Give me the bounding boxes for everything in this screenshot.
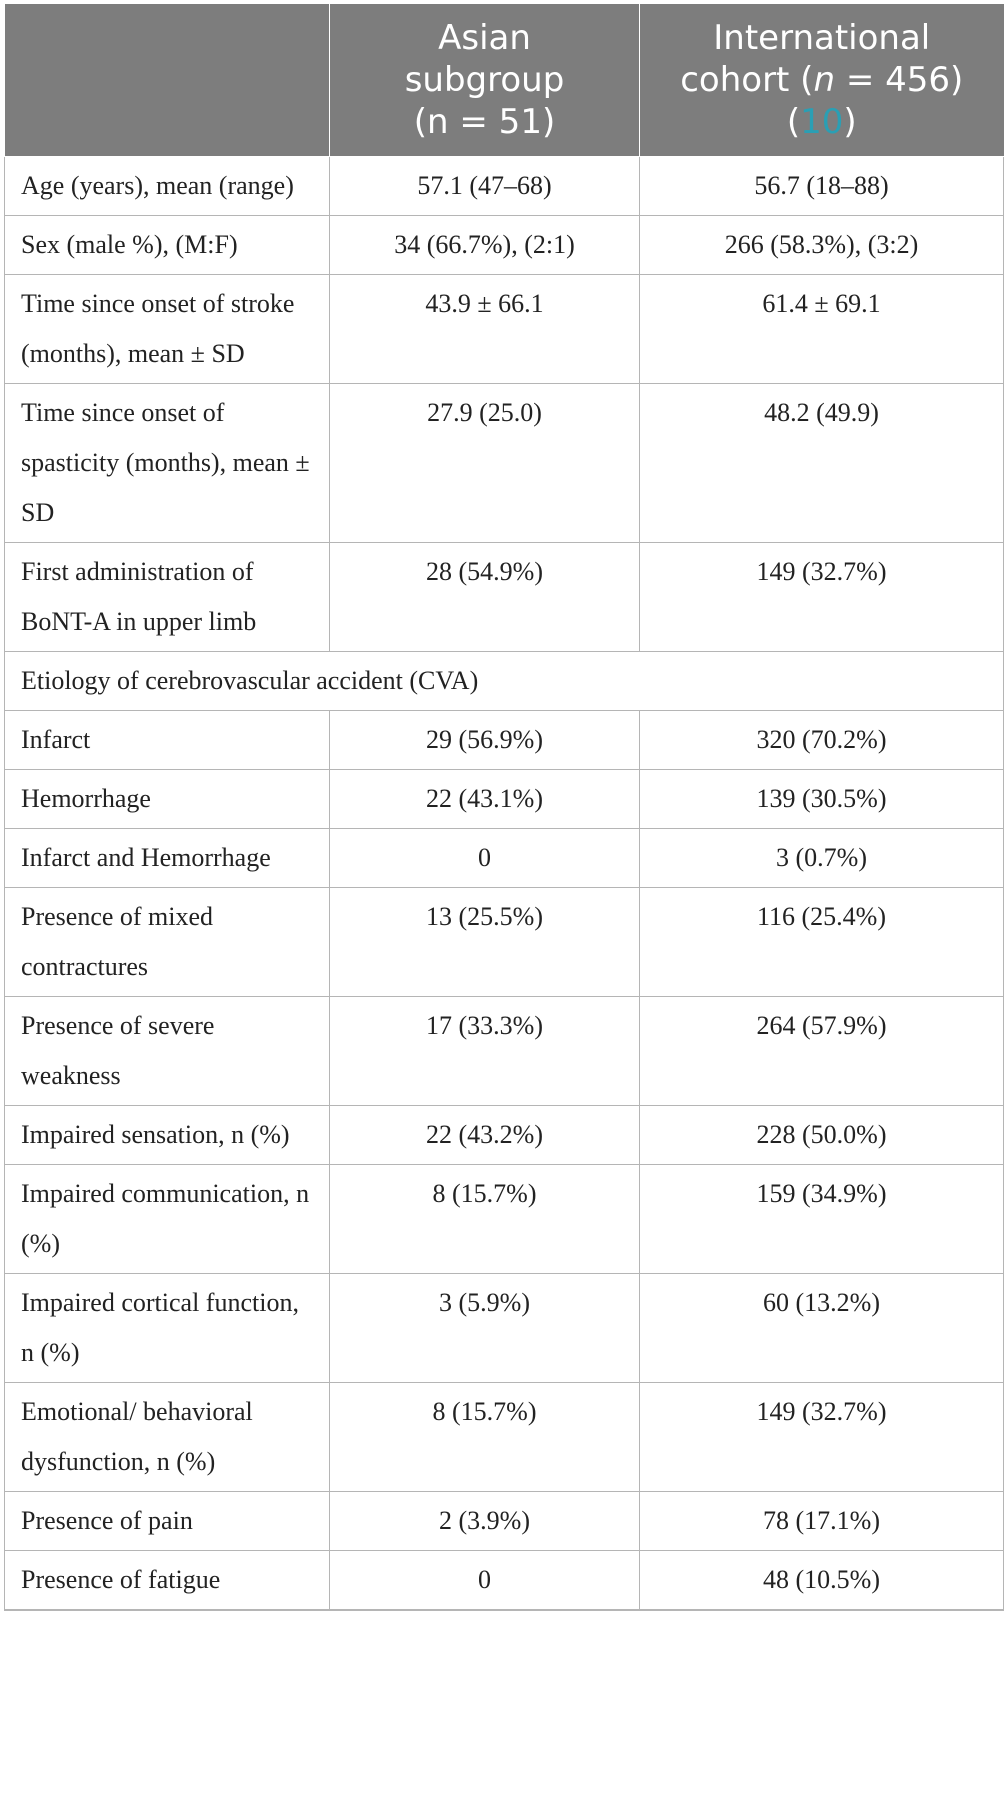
header-asian-line3: (n = 51) bbox=[413, 102, 556, 142]
asian-value-cell: 8 (15.7%) bbox=[330, 1383, 640, 1492]
asian-value-cell: 0 bbox=[330, 1551, 640, 1611]
asian-value-cell: 17 (33.3%) bbox=[330, 997, 640, 1106]
header-intl-n-italic: n bbox=[813, 60, 836, 100]
table-body bbox=[5, 157, 1004, 1611]
section-label: Etiology of cerebrovascular accident (CVA) bbox=[5, 652, 1004, 711]
table-row bbox=[5, 711, 1004, 770]
header-row bbox=[5, 4, 1004, 157]
table-row bbox=[5, 770, 1004, 829]
table-row bbox=[5, 888, 1004, 997]
table-row bbox=[5, 275, 1004, 384]
row-label-cell: Infarct bbox=[5, 711, 330, 770]
header-intl-open-paren: ( bbox=[786, 102, 801, 142]
international-value-cell: 60 (13.2%) bbox=[640, 1274, 1004, 1383]
row-label-cell: Infarct and Hemorrhage bbox=[5, 829, 330, 888]
asian-value-cell: 34 (66.7%), (2:1) bbox=[330, 216, 640, 275]
international-value-cell: 3 (0.7%) bbox=[640, 829, 1004, 888]
row-label-cell: Emotional/ behavioral dysfunction, n (%) bbox=[5, 1383, 330, 1492]
reference-link[interactable]: 10 bbox=[800, 102, 844, 142]
comparison-table bbox=[4, 4, 1004, 1611]
international-value-cell: 149 (32.7%) bbox=[640, 543, 1004, 652]
row-label-cell: Impaired communication, n (%) bbox=[5, 1165, 330, 1274]
header-empty-cell bbox=[5, 4, 330, 157]
row-label-cell: Impaired cortical function, n (%) bbox=[5, 1274, 330, 1383]
table-row bbox=[5, 829, 1004, 888]
row-label-cell: Impaired sensation, n (%) bbox=[5, 1106, 330, 1165]
table-row bbox=[5, 543, 1004, 652]
header-asian-line1: Asian bbox=[438, 18, 531, 58]
international-value-cell: 264 (57.9%) bbox=[640, 997, 1004, 1106]
asian-value-cell: 13 (25.5%) bbox=[330, 888, 640, 997]
international-value-cell: 320 (70.2%) bbox=[640, 711, 1004, 770]
asian-value-cell: 29 (56.9%) bbox=[330, 711, 640, 770]
row-label-cell: Age (years), mean (range) bbox=[5, 157, 330, 216]
asian-value-cell: 22 (43.1%) bbox=[330, 770, 640, 829]
asian-value-cell: 0 bbox=[330, 829, 640, 888]
row-label-cell: Presence of mixed contractures bbox=[5, 888, 330, 997]
international-value-cell: 266 (58.3%), (3:2) bbox=[640, 216, 1004, 275]
table-row bbox=[5, 1274, 1004, 1383]
international-value-cell: 48 (10.5%) bbox=[640, 1551, 1004, 1611]
table-row bbox=[5, 384, 1004, 543]
table-row bbox=[5, 216, 1004, 275]
international-value-cell: 56.7 (18–88) bbox=[640, 157, 1004, 216]
table-row bbox=[5, 1492, 1004, 1551]
table-row bbox=[5, 1551, 1004, 1611]
asian-value-cell: 57.1 (47–68) bbox=[330, 157, 640, 216]
header-asian-line2: subgroup bbox=[404, 60, 565, 100]
table-row bbox=[5, 997, 1004, 1106]
table-row bbox=[5, 1383, 1004, 1492]
asian-value-cell: 3 (5.9%) bbox=[330, 1274, 640, 1383]
asian-value-cell: 22 (43.2%) bbox=[330, 1106, 640, 1165]
header-intl-line2-pre: cohort ( bbox=[680, 60, 814, 100]
row-label-cell: Time since onset of stroke (months), mean ± SD bbox=[5, 275, 330, 384]
header-international-cohort bbox=[640, 4, 1004, 157]
header-intl-line2-post: = 456) bbox=[835, 60, 964, 100]
international-value-cell: 61.4 ± 69.1 bbox=[640, 275, 1004, 384]
asian-value-cell: 43.9 ± 66.1 bbox=[330, 275, 640, 384]
asian-value-cell: 27.9 (25.0) bbox=[330, 384, 640, 543]
header-intl-line1: International bbox=[713, 18, 931, 58]
row-label-cell: First administration of BoNT-A in upper limb bbox=[5, 543, 330, 652]
table-row bbox=[5, 157, 1004, 216]
header-asian-subgroup bbox=[330, 4, 640, 157]
international-value-cell: 139 (30.5%) bbox=[640, 770, 1004, 829]
row-label-cell: Time since onset of spasticity (months), mean ± SD bbox=[5, 384, 330, 543]
international-value-cell: 149 (32.7%) bbox=[640, 1383, 1004, 1492]
row-label-cell: Hemorrhage bbox=[5, 770, 330, 829]
row-label-cell: Presence of fatigue bbox=[5, 1551, 330, 1611]
row-label-cell: Presence of pain bbox=[5, 1492, 330, 1551]
international-value-cell: 228 (50.0%) bbox=[640, 1106, 1004, 1165]
international-value-cell: 116 (25.4%) bbox=[640, 888, 1004, 997]
asian-value-cell: 8 (15.7%) bbox=[330, 1165, 640, 1274]
international-value-cell: 48.2 (49.9) bbox=[640, 384, 1004, 543]
table-header bbox=[5, 4, 1004, 157]
row-label-cell: Presence of severe weakness bbox=[5, 997, 330, 1106]
table-row bbox=[5, 1165, 1004, 1274]
table-row bbox=[5, 1106, 1004, 1165]
international-value-cell: 78 (17.1%) bbox=[640, 1492, 1004, 1551]
row-label-cell: Sex (male %), (M:F) bbox=[5, 216, 330, 275]
international-value-cell: 159 (34.9%) bbox=[640, 1165, 1004, 1274]
section-row bbox=[5, 652, 1004, 711]
asian-value-cell: 2 (3.9%) bbox=[330, 1492, 640, 1551]
asian-value-cell: 28 (54.9%) bbox=[330, 543, 640, 652]
header-intl-close-paren: ) bbox=[843, 102, 857, 142]
